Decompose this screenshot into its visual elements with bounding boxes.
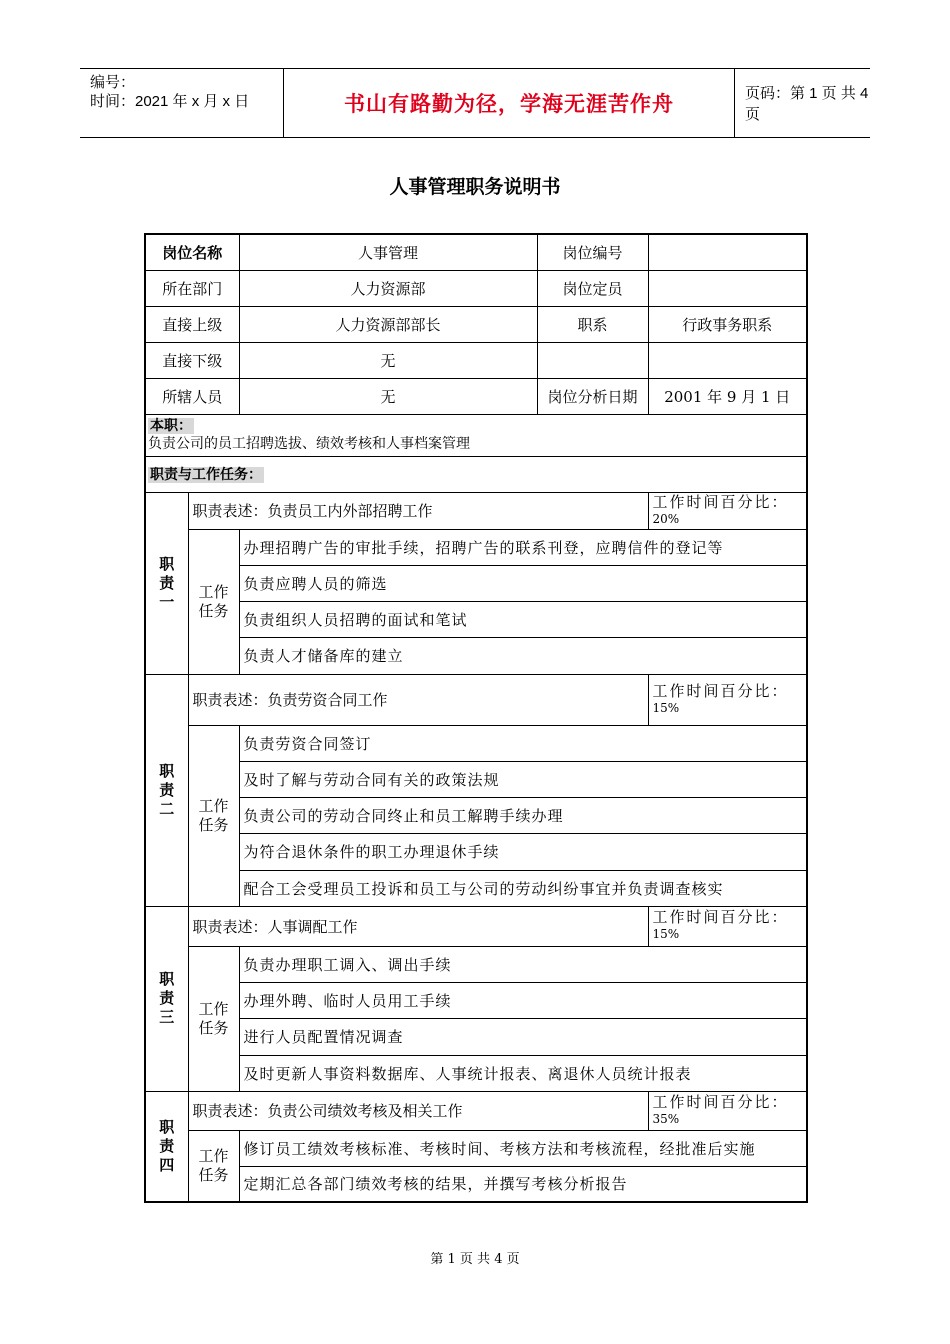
- task-label: 工作任务: [188, 529, 239, 674]
- info-value: 无: [239, 378, 537, 414]
- task-item: 为符合退休条件的职工办理退休手续: [239, 833, 807, 870]
- info-key: 职系: [537, 306, 648, 342]
- duty-pct: 工作时间百分比： 15%: [648, 906, 807, 946]
- header-time: 时间：2021 年 x 月 x 日: [90, 93, 250, 110]
- duty-desc: 职责表述：负责劳资合同工作: [188, 674, 648, 725]
- task-row: [145, 1166, 807, 1202]
- info-value: 行政事务职系: [648, 306, 807, 342]
- benzhi-label: 本职：: [150, 417, 192, 434]
- info-key: 岗位分析日期: [537, 378, 648, 414]
- task-row: [145, 601, 807, 637]
- task-item: 进行人员配置情况调查: [239, 1018, 807, 1055]
- info-key: 直接上级: [145, 306, 239, 342]
- info-row: [145, 378, 807, 414]
- task-label: 工作任务: [188, 1130, 239, 1202]
- duties-header-row: [145, 456, 807, 492]
- task-row: [145, 565, 807, 601]
- page-header: [80, 68, 870, 138]
- task-item: 定期汇总各部门绩效考核的结果，并撰写考核分析报告: [239, 1166, 807, 1202]
- info-key: 所辖人员: [145, 378, 239, 414]
- task-item: 负责劳资合同签订: [239, 725, 807, 761]
- duty-desc: 职责表述：人事调配工作: [188, 906, 648, 946]
- header-motto: 书山有路勤为径，学海无涯苦作舟: [283, 69, 735, 137]
- task-item: 负责应聘人员的筛选: [239, 565, 807, 601]
- duty-desc-row: [145, 492, 807, 529]
- task-item: 修订员工绩效考核标准、考核时间、考核方法和考核流程，经批准后实施: [239, 1130, 807, 1166]
- job-description-table: [144, 233, 808, 1203]
- page-footer: 第 1 页 共 4 页: [430, 1252, 520, 1267]
- duties-label: 职责与工作任务：: [150, 467, 262, 483]
- task-item: 负责组织人员招聘的面试和笔试: [239, 601, 807, 637]
- task-row: [145, 1130, 807, 1166]
- duty-name: 职责一: [145, 492, 188, 674]
- duty-pct: 工作时间百分比： 35%: [648, 1091, 807, 1130]
- duty-desc: 职责表述：负责公司绩效考核及相关工作: [188, 1091, 648, 1130]
- duty-pct: 工作时间百分比： 15%: [648, 674, 807, 725]
- task-item: 负责公司的劳动合同终止和员工解聘手续办理: [239, 797, 807, 833]
- task-item: 负责办理职工调入、调出手续: [239, 946, 807, 982]
- info-key: 岗位名称: [145, 234, 239, 270]
- duty-name: 职责四: [145, 1091, 188, 1202]
- info-value: 人力资源部部长: [239, 306, 537, 342]
- info-value: [648, 270, 807, 306]
- task-item: 办理招聘广告的审批手续，招聘广告的联系刊登，应聘信件的登记等: [239, 529, 807, 565]
- info-key: 直接下级: [145, 342, 239, 378]
- document-title: 人事管理职务说明书: [389, 176, 561, 198]
- header-code: 编号：: [90, 74, 136, 91]
- task-item: 办理外聘、临时人员用工手续: [239, 982, 807, 1018]
- info-key: [537, 342, 648, 378]
- task-row: [145, 1055, 807, 1091]
- benzhi-text: 负责公司的员工招聘选拔、绩效考核和人事档案管理: [148, 435, 470, 452]
- info-value: 人事管理: [239, 234, 537, 270]
- task-row: [145, 725, 807, 761]
- info-key: 岗位编号: [537, 234, 648, 270]
- task-item: 及时更新人事资料数据库、人事统计报表、离退休人员统计报表: [239, 1055, 807, 1091]
- info-key: 所在部门: [145, 270, 239, 306]
- benzhi-row: [145, 414, 807, 456]
- info-value: 无: [239, 342, 537, 378]
- task-label: 工作任务: [188, 725, 239, 906]
- info-row: [145, 234, 807, 270]
- duty-desc: 职责表述：负责员工内外部招聘工作: [188, 492, 648, 529]
- task-item: 配合工会受理员工投诉和员工与公司的劳动纠纷事宜并负责调查核实: [239, 870, 807, 906]
- benzhi-cell: [145, 414, 807, 456]
- info-value: [648, 342, 807, 378]
- info-value: 人力资源部: [239, 270, 537, 306]
- task-row: [145, 529, 807, 565]
- info-value: [648, 234, 807, 270]
- duty-desc-row: [145, 674, 807, 725]
- task-row: [145, 870, 807, 906]
- info-key: 岗位定员: [537, 270, 648, 306]
- task-row: [145, 982, 807, 1018]
- task-row: [145, 833, 807, 870]
- task-item: 负责人才储备库的建立: [239, 637, 807, 674]
- header-page: 页码：第 1 页 共 4 页: [745, 85, 869, 123]
- task-row: [145, 637, 807, 674]
- duty-desc-row: [145, 1091, 807, 1130]
- duty-name: 职责三: [145, 906, 188, 1091]
- task-item: 及时了解与劳动合同有关的政策法规: [239, 761, 807, 797]
- header-meta: [80, 69, 283, 137]
- task-label: 工作任务: [188, 946, 239, 1091]
- info-row: [145, 306, 807, 342]
- task-row: [145, 1018, 807, 1055]
- info-row: [145, 342, 807, 378]
- duty-pct: 工作时间百分比： 20%: [648, 492, 807, 529]
- duty-name: 职责二: [145, 674, 188, 906]
- duty-desc-row: [145, 906, 807, 946]
- task-row: [145, 946, 807, 982]
- task-row: [145, 797, 807, 833]
- info-row: [145, 270, 807, 306]
- task-row: [145, 761, 807, 797]
- info-value: 2001 年 9 月 1 日: [648, 378, 807, 414]
